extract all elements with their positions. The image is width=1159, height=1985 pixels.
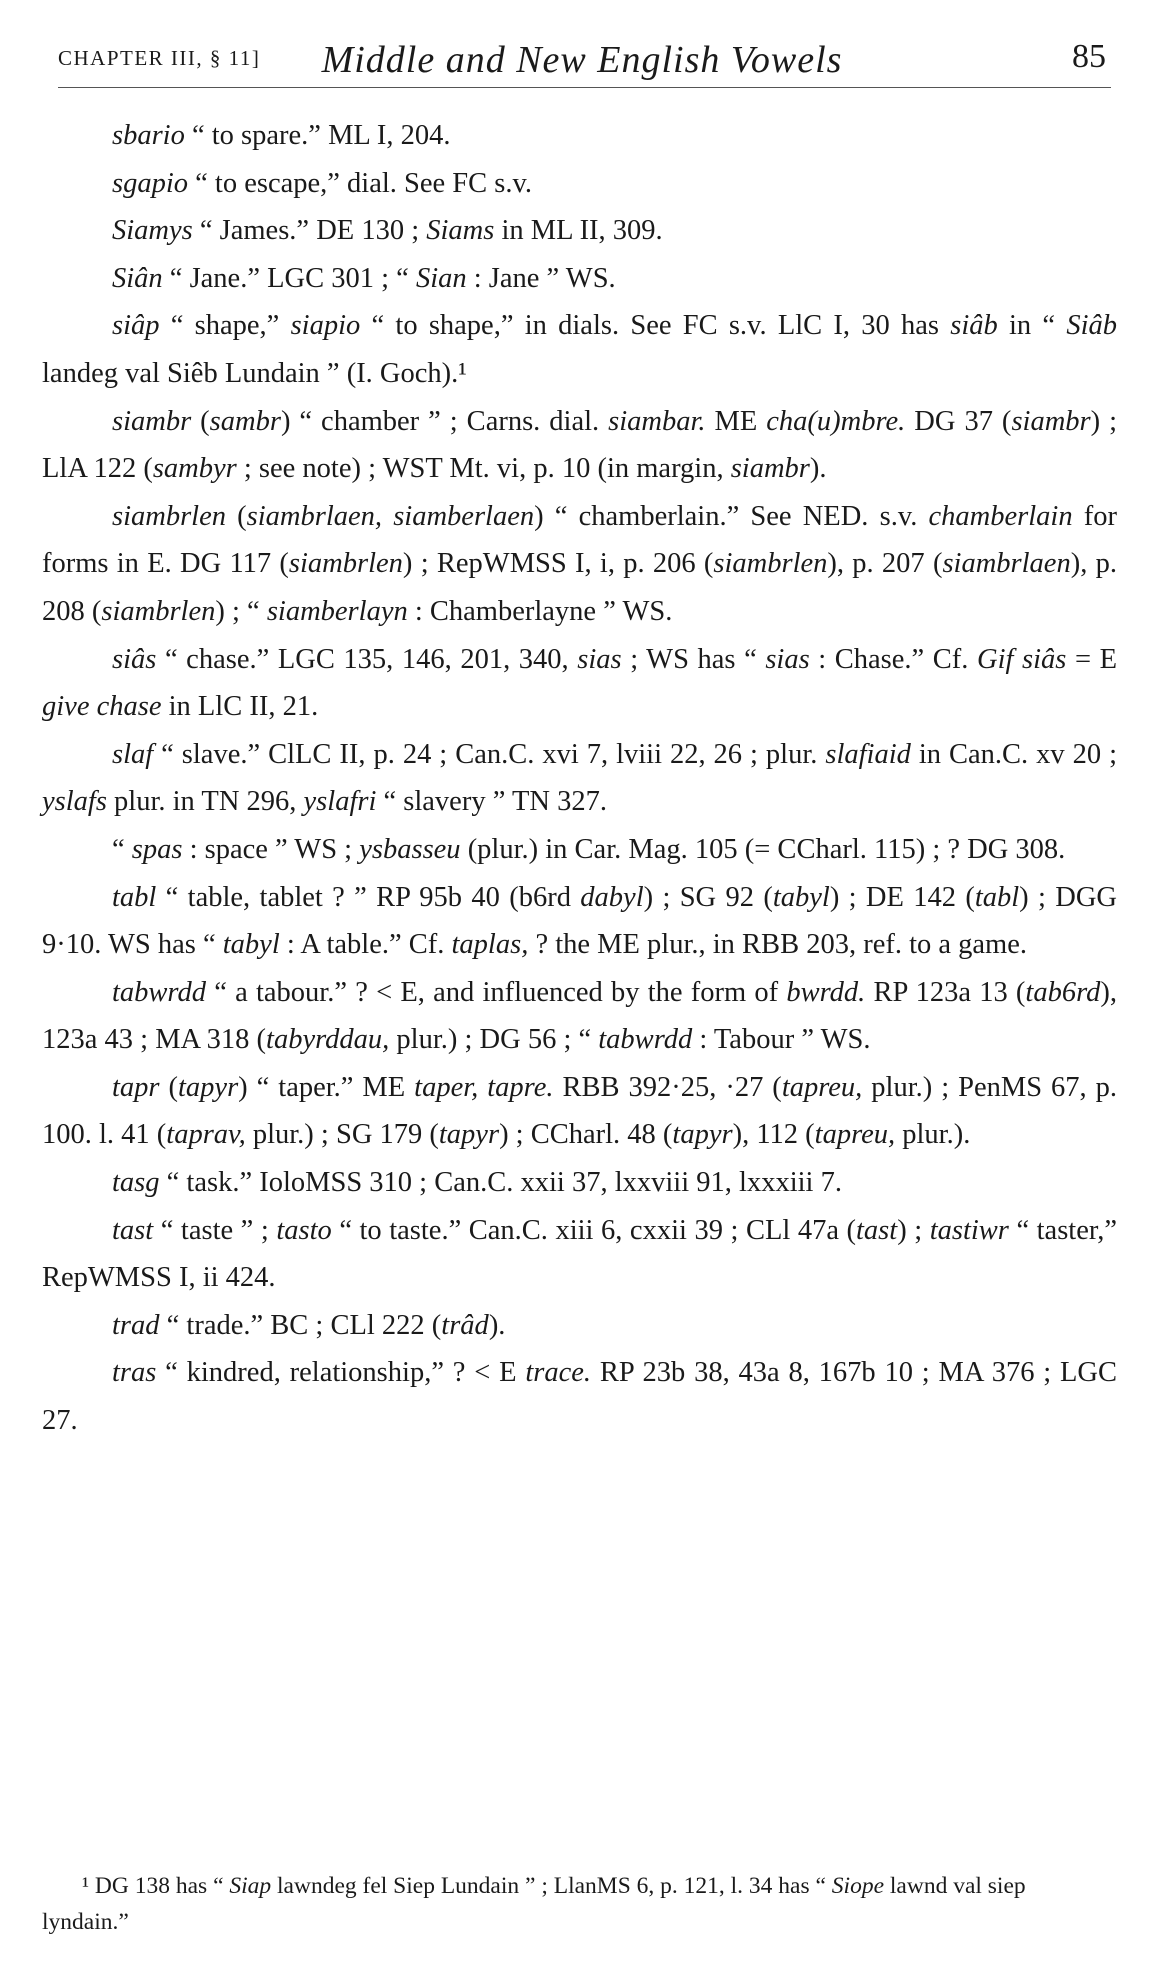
italic-form: trâd: [441, 1309, 489, 1341]
italic-form: dabyl: [580, 881, 644, 913]
entry-text: (: [191, 405, 210, 437]
glossary-entry: [42, 255, 1117, 303]
entry-text: RBB 392·25, ·27 (: [553, 1071, 782, 1103]
entry-text: “ to spare.” ML I, 204.: [184, 120, 451, 151]
headword: siâs: [112, 643, 157, 675]
entry-text: “ James.” DE 130 ;: [192, 215, 427, 247]
italic-form: bwrdd.: [786, 976, 866, 1008]
headword: trad: [112, 1309, 160, 1341]
entry-text: ) “ chamberlain.” See NED. s.v.: [534, 500, 929, 532]
italic-form: siambrlaen, siamberlaen: [246, 500, 535, 532]
italic-form: tab6rd: [1025, 976, 1101, 1008]
entry-text: : Chase.” Cf.: [809, 643, 977, 675]
italic-form: Sian: [415, 262, 467, 294]
entry-text: “ shape,”: [159, 310, 291, 342]
entry-text: “ chase.” LGC 135, 146, 201, 340,: [156, 643, 578, 675]
headword: sgapio: [112, 167, 189, 199]
italic-form: yslafs: [42, 786, 107, 818]
footnote: [42, 1868, 1117, 1940]
entry-text: plur.) ; DG 56 ; “: [389, 1024, 599, 1056]
glossary-entry: [42, 826, 1117, 874]
entry-text: ) ; CCharl. 48 (: [499, 1119, 673, 1151]
headword: tasg: [112, 1167, 160, 1199]
entry-text: (: [226, 500, 247, 532]
italic-form: siambar.: [608, 405, 706, 437]
glossary-entry: [42, 207, 1117, 255]
glossary-entry: [42, 1159, 1117, 1207]
entry-text: ).: [809, 453, 827, 485]
italic-form: siamberlayn: [266, 595, 408, 627]
italic-form: siambrlen: [713, 548, 828, 580]
italic-form: siambr: [730, 453, 810, 485]
glossary-entry: [42, 1302, 1117, 1350]
italic-form: ysbasseu: [359, 833, 461, 865]
entry-text: : Chamberlayne ” WS.: [407, 595, 673, 627]
glossary-entry: [42, 969, 1117, 1064]
chapter-label: CHAPTER III, § 11]: [58, 46, 261, 70]
entry-text: ) ; LlA 122 (: [42, 405, 1118, 485]
entry-text: in LlC II, 21.: [161, 691, 319, 723]
entry-text: = E: [1066, 643, 1118, 675]
entry-text: “: [112, 833, 132, 865]
glossary-entry: [42, 160, 1117, 208]
entry-text: for forms in E. DG 117 (: [42, 500, 1117, 580]
entry-text: in ML II, 309.: [494, 215, 663, 247]
headword: tabwrdd: [112, 976, 206, 1008]
entry-text: : A table.” Cf.: [279, 929, 452, 961]
italic-form: chamberlain: [928, 500, 1073, 532]
entry-text: RP 23b 38, 43a 8, 167b 10 ; MA 376 ; LGC 27.: [42, 1357, 1118, 1437]
entry-text: plur. in TN 296,: [106, 786, 304, 818]
entry-text: : Tabour ” WS.: [692, 1024, 871, 1056]
entry-text: “ taster,” RepWMSS I, ii 424.: [42, 1214, 1117, 1294]
italic-form: give chase: [42, 691, 162, 723]
entry-text: : space ” WS ;: [182, 833, 360, 865]
italic-form: siambrlen: [288, 548, 403, 580]
entry-text: ), 112 (: [732, 1119, 815, 1151]
entry-text: (plur.) in Car. Mag. 105 (= CCharl. 115) ; ? DG 308.: [460, 833, 1066, 865]
glossary-entry: [42, 398, 1117, 493]
glossary-entry: [42, 874, 1117, 969]
italic-form: siambrlaen: [942, 548, 1071, 580]
italic-form: slafiaid: [825, 738, 911, 770]
glossary-entry: [42, 636, 1117, 731]
headword: tapr: [112, 1071, 160, 1103]
italic-form: tast: [856, 1214, 898, 1246]
italic-form: tapreu,: [781, 1071, 863, 1103]
italic-form: taprav,: [166, 1119, 246, 1151]
entry-text: plur.) ; PenMS 67, p. 100. l. 41 (: [42, 1071, 1118, 1151]
footnote-segment: lawnd val siep lyndain.”: [42, 1873, 1026, 1935]
glossary-entry: [42, 731, 1117, 826]
italic-form: spas: [131, 833, 183, 865]
glossary-entry: [42, 1207, 1117, 1302]
headword: Siamys: [112, 215, 193, 247]
entry-text: “ taste ” ;: [153, 1214, 277, 1246]
italic-form: siâb: [950, 310, 998, 342]
entry-text: ; see note) ; WST Mt. vi, p. 10 (in margin,: [236, 453, 731, 485]
entry-text: landeg val Siêb Lundain ” (I. Goch).¹: [42, 357, 467, 389]
italic-form: tapreu,: [814, 1119, 896, 1151]
headword: tast: [112, 1214, 154, 1246]
italic-form: tasto: [276, 1214, 332, 1246]
entry-text: ) ; RepWMSS I, i, p. 206 (: [402, 548, 714, 580]
entry-text: in Can.C. xv 20 ;: [910, 738, 1117, 770]
italic-form: siapio: [290, 310, 361, 342]
italic-form: sambyr: [152, 453, 237, 485]
entry-text: ) ;: [897, 1214, 930, 1246]
entry-text: ME: [705, 405, 767, 437]
italic-form: Siams: [426, 215, 495, 247]
italic-form: cha(u)mbre.: [766, 405, 906, 437]
header-rule: [58, 87, 1111, 88]
italic-form: Siap: [229, 1873, 272, 1899]
page-number: 85: [1072, 38, 1106, 75]
italic-form: tabl: [974, 881, 1020, 913]
headword: siâp: [112, 310, 160, 342]
italic-form: trace.: [525, 1357, 592, 1389]
entry-text: ).: [488, 1309, 506, 1341]
entry-text: ) ; “: [215, 595, 267, 627]
italic-form: tabwrdd: [598, 1024, 693, 1056]
headword: tabl: [112, 881, 157, 913]
glossary-entry: [42, 1064, 1117, 1159]
entry-text: ; WS has “: [621, 643, 766, 675]
italic-form: tapyr: [178, 1071, 239, 1103]
entry-text: DG 37 (: [905, 405, 1012, 437]
italic-form: tastiwr: [929, 1214, 1009, 1246]
glossary-entry: [42, 302, 1117, 397]
italic-form: sambr: [209, 405, 281, 437]
entry-text: ), 123a 43 ; MA 318 (: [42, 976, 1117, 1056]
entry-text: : Jane ” WS.: [466, 262, 616, 294]
entry-text: “ trade.” BC ; CLl 222 (: [159, 1309, 442, 1341]
headword: sbario: [112, 120, 185, 151]
italic-form: taplas,: [451, 929, 529, 961]
entry-text: “ slavery ” TN 327.: [376, 786, 607, 818]
italic-form: siambr: [1011, 405, 1091, 437]
italic-form: tabyl: [772, 881, 830, 913]
italic-form: tapyr: [672, 1119, 733, 1151]
headword: siambrlen: [112, 500, 226, 532]
italic-form: Siope: [831, 1873, 885, 1899]
page-header: [50, 18, 1114, 80]
entry-text: (: [159, 1071, 178, 1103]
entry-text: “ Jane.” LGC 301 ; “: [162, 262, 416, 294]
headword: slaf: [112, 738, 154, 770]
entry-text: “ task.” IoloMSS 310 ; Can.C. xxii 37, lxxviii 91, lxxxiii 7.: [159, 1167, 842, 1199]
entry-text: ), p. 208 (: [42, 548, 1117, 627]
entry-text: RP 123a 13 (: [865, 976, 1026, 1008]
glossary-body: [42, 112, 1117, 1445]
glossary-entry: [42, 112, 1117, 160]
entry-text: plur.) ; SG 179 (: [245, 1119, 439, 1151]
entry-text: ) “ chamber ” ; Carns. dial.: [280, 405, 609, 437]
italic-form: tabyrddau,: [266, 1024, 390, 1056]
entry-text: ) ; DE 142 (: [829, 881, 975, 913]
entry-text: “ table, tablet ? ” RP 95b 40 (b6rd: [156, 881, 581, 913]
footnote-segment: lawndeg fel Siep Lundain ” ; LlanMS 6, p. 121, l. 34 has “: [271, 1873, 832, 1899]
entry-text: plur.).: [895, 1119, 971, 1151]
entry-text: ) “ taper.” ME: [238, 1071, 415, 1103]
italic-form: yslafri: [303, 786, 377, 818]
entry-text: “ to escape,” dial. See FC s.v.: [188, 167, 533, 199]
headword: siambr: [112, 405, 192, 437]
italic-form: Siâb: [1066, 310, 1117, 342]
entry-text: “ a tabour.” ? < E, and influenced by the form of: [205, 976, 787, 1008]
entry-text: “ kindred, relationship,” ? < E: [156, 1357, 526, 1389]
headword: Siân: [112, 262, 163, 294]
glossary-entry: [42, 493, 1117, 636]
entry-text: ? the ME plur., in RBB 203, ref. to a game.: [528, 929, 1027, 961]
italic-form: tabyl: [222, 929, 280, 961]
headword: tras: [112, 1357, 157, 1389]
entry-text: ), p. 207 (: [827, 548, 943, 580]
footnote-segment: ¹ DG 138 has “: [82, 1873, 230, 1899]
italic-form: tapyr: [438, 1119, 500, 1151]
footnote-text: [42, 1868, 1117, 1940]
italic-form: siambrlen: [101, 595, 216, 627]
entry-text: ) ; SG 92 (: [643, 881, 773, 913]
entry-text: “ to taste.” Can.C. xiii 6, cxxii 39 ; CLl 47a (: [331, 1214, 857, 1246]
glossary-entry: [42, 1349, 1117, 1444]
entry-text: “ slave.” ClLC II, p. 24 ; Can.C. xvi 7, lviii 22, 26 ; plur.: [153, 738, 826, 770]
italic-form: taper, tapre.: [414, 1071, 554, 1103]
italic-form: sias: [765, 643, 810, 675]
entry-text: “ to shape,” in dials. See FC s.v. LlC I, 30 has: [360, 310, 951, 342]
entry-text: ) ; DGG 9·10. WS has “: [42, 881, 1118, 961]
entry-text: in “: [997, 310, 1067, 342]
running-title: Middle and New English Vowels: [321, 39, 843, 81]
italic-form: sias: [577, 643, 622, 675]
italic-form: Gif siâs: [977, 643, 1067, 675]
